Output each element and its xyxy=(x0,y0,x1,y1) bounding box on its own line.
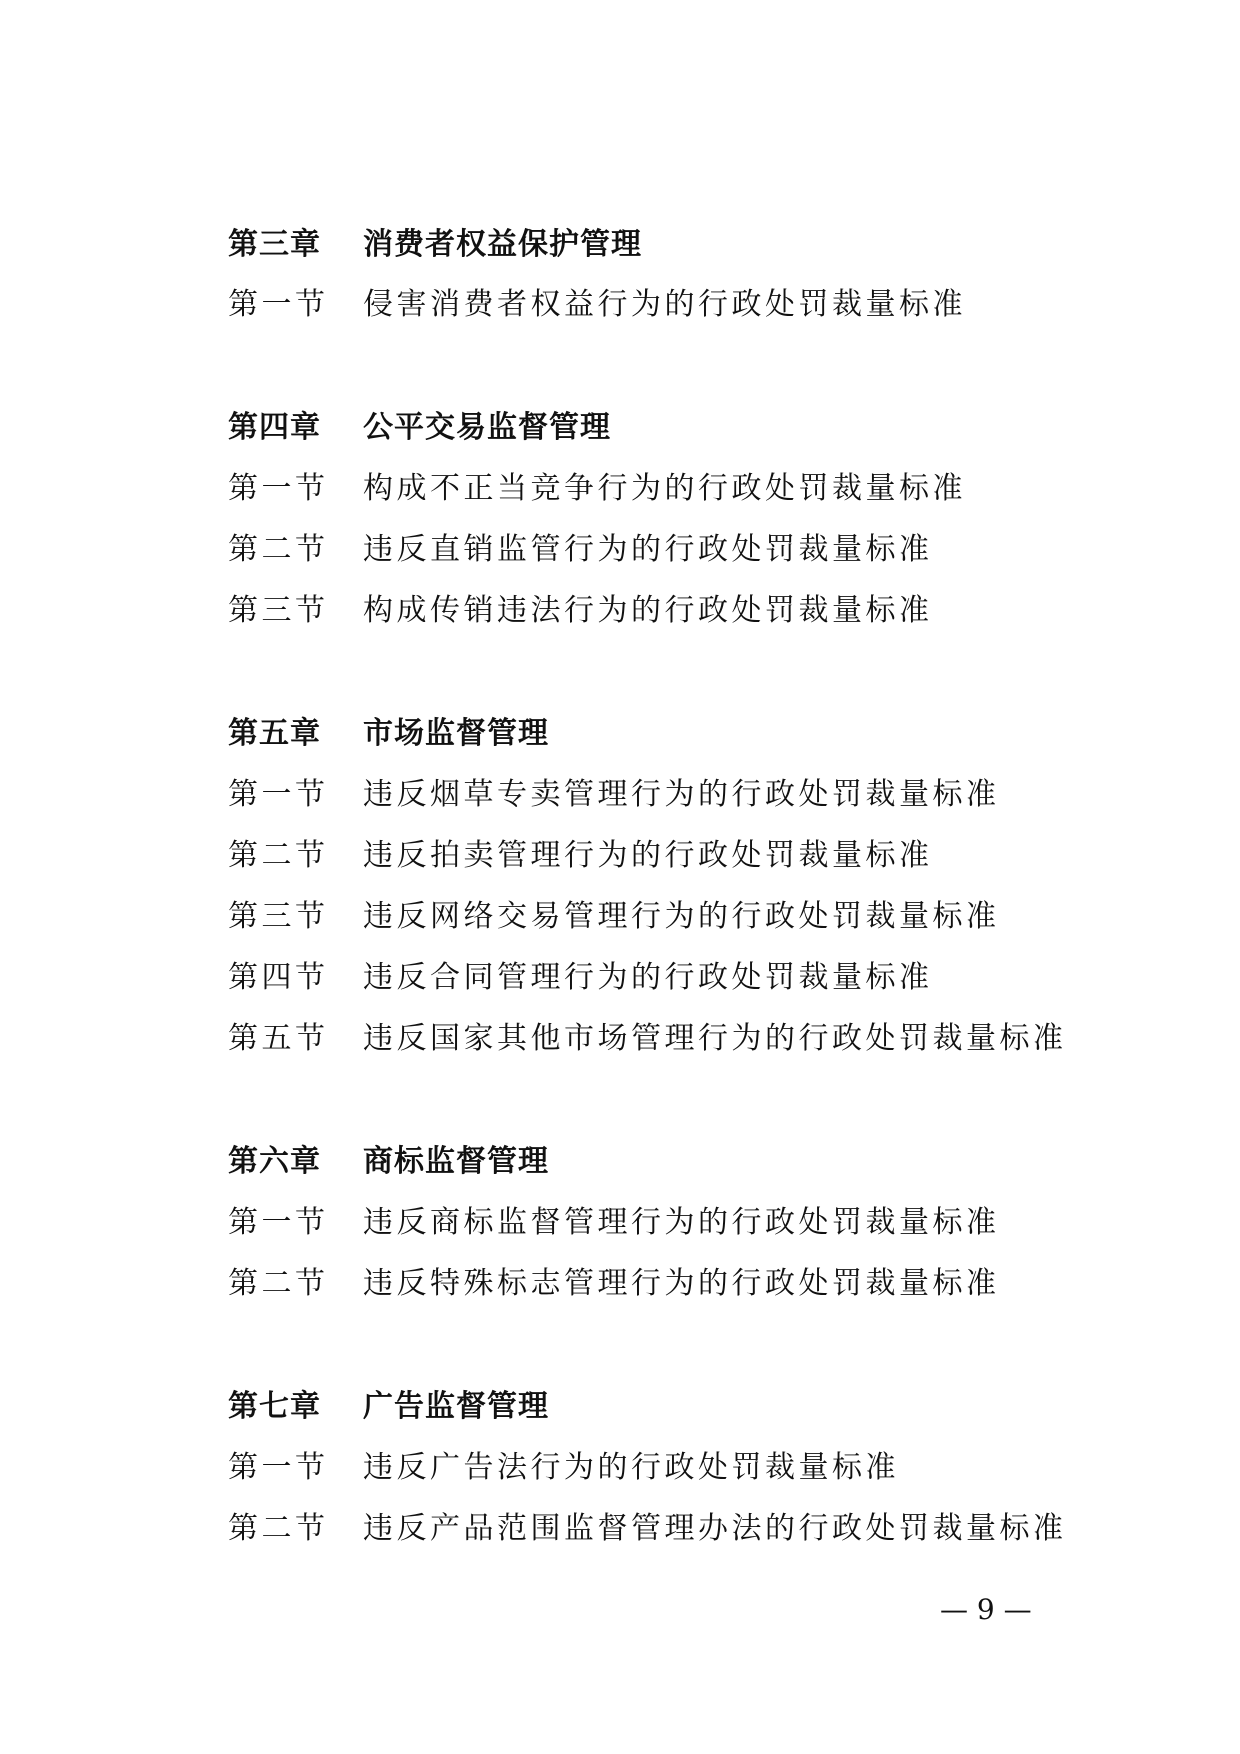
section-title: 违反直销监管行为的行政处罚裁量标准 xyxy=(363,532,933,567)
section-line xyxy=(228,1509,1067,1549)
section-title: 违反商标监督管理行为的行政处罚裁量标准 xyxy=(363,1205,1000,1240)
section-title: 违反国家其他市场管理行为的行政处罚裁量标准 xyxy=(363,1021,1067,1056)
section-line xyxy=(228,469,966,509)
section-title: 违反网络交易管理行为的行政处罚裁量标准 xyxy=(363,899,1000,934)
chapter-title: 消费者权益保护管理 xyxy=(363,227,642,262)
chapter-heading xyxy=(228,714,549,754)
section-title: 违反产品范围监督管理办法的行政处罚裁量标准 xyxy=(363,1511,1067,1546)
chapter-label: 第七章 xyxy=(228,1389,321,1424)
section-label: 第二节 xyxy=(228,838,329,873)
section-title: 违反拍卖管理行为的行政处罚裁量标准 xyxy=(363,838,933,873)
section-title: 构成传销违法行为的行政处罚裁量标准 xyxy=(363,593,933,628)
chapter-title: 公平交易监督管理 xyxy=(363,410,611,445)
section-title: 违反烟草专卖管理行为的行政处罚裁量标准 xyxy=(363,777,1000,812)
section-label: 第五节 xyxy=(228,1021,329,1056)
section-title: 违反特殊标志管理行为的行政处罚裁量标准 xyxy=(363,1266,1000,1301)
chapter-label: 第五章 xyxy=(228,716,321,751)
chapter-heading xyxy=(228,225,642,265)
chapter-title: 广告监督管理 xyxy=(363,1389,549,1424)
section-label: 第二节 xyxy=(228,1266,329,1301)
section-label: 第四节 xyxy=(228,960,329,995)
section-line xyxy=(228,1448,899,1488)
section-line xyxy=(228,836,933,876)
chapter-title: 商标监督管理 xyxy=(363,1144,549,1179)
section-label: 第一节 xyxy=(228,1450,329,1485)
section-line xyxy=(228,285,966,325)
section-label: 第一节 xyxy=(228,287,329,322)
section-label: 第一节 xyxy=(228,1205,329,1240)
section-label: 第二节 xyxy=(228,1511,329,1546)
section-title: 违反广告法行为的行政处罚裁量标准 xyxy=(363,1450,899,1485)
section-line xyxy=(228,530,933,570)
page-number: — 9 — xyxy=(940,1593,1032,1626)
section-line xyxy=(228,775,1000,815)
section-label: 第三节 xyxy=(228,593,329,628)
section-title: 违反合同管理行为的行政处罚裁量标准 xyxy=(363,960,933,995)
chapter-heading xyxy=(228,1142,549,1182)
section-label: 第三节 xyxy=(228,899,329,934)
section-label: 第二节 xyxy=(228,532,329,567)
section-label: 第一节 xyxy=(228,471,329,506)
section-title: 构成不正当竞争行为的行政处罚裁量标准 xyxy=(363,471,966,506)
section-line xyxy=(228,897,1000,937)
section-line xyxy=(228,1203,1000,1243)
section-line xyxy=(228,1019,1067,1059)
chapter-label: 第四章 xyxy=(228,410,321,445)
chapter-title: 市场监督管理 xyxy=(363,716,549,751)
section-line xyxy=(228,958,933,998)
section-title: 侵害消费者权益行为的行政处罚裁量标准 xyxy=(363,287,966,322)
section-line xyxy=(228,591,933,631)
section-line xyxy=(228,1264,1000,1304)
chapter-heading xyxy=(228,1387,549,1427)
chapter-label: 第六章 xyxy=(228,1144,321,1179)
chapter-heading xyxy=(228,408,611,448)
section-label: 第一节 xyxy=(228,777,329,812)
chapter-label: 第三章 xyxy=(228,227,321,262)
